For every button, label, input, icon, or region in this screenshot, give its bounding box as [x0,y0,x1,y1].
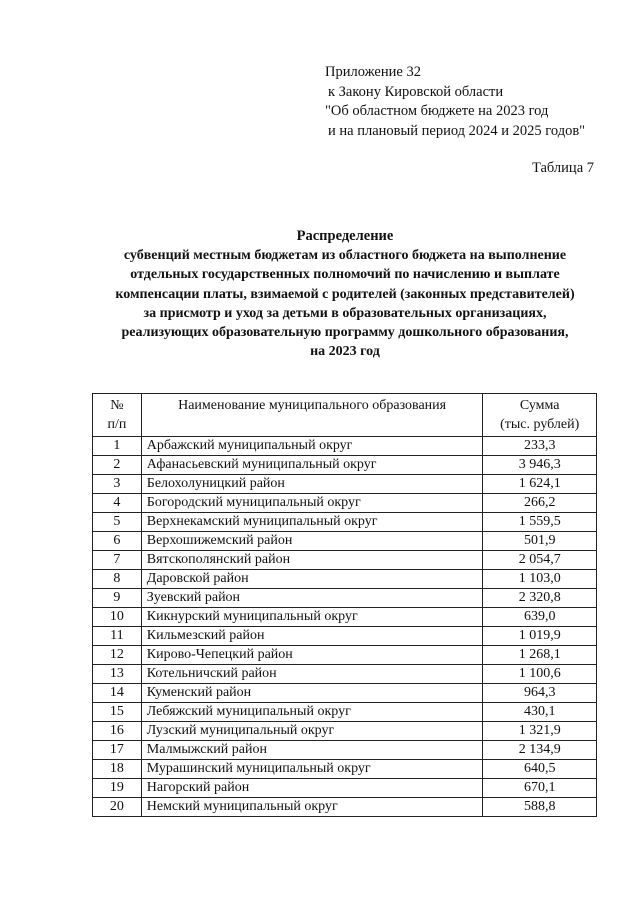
table-label: Таблица 7 [531,160,594,176]
heading-line: компенсации платы, взимаемой с родителей (законных представителей) [115,286,575,302]
appendix-line: Приложение 32 [325,64,421,80]
row-name: Малмыжский район [141,741,483,760]
appendix-line: "Об областном бюджете на 2023 год [325,103,549,119]
header-name: Наименование муниципального образования [141,394,483,437]
row-sum: 2 320,8 [483,589,597,608]
table-row [93,456,597,475]
table-row [93,722,597,741]
row-name: Вятскополянский район [141,551,483,570]
heading-line: отдельных государственных полномочий по начислению и выплате [130,267,560,283]
row-name: Кикнурский муниципальный округ [141,608,483,627]
row-name: Лебяжский муниципальный округ [141,703,483,722]
row-number: 10 [93,608,142,627]
row-sum: 640,5 [483,760,597,779]
row-name: Куменский район [141,684,483,703]
table-row [93,665,597,684]
table-row [93,437,597,456]
row-sum: 1 103,0 [483,570,597,589]
row-sum: 3 946,3 [483,456,597,475]
row-sum: 2 134,9 [483,741,597,760]
appendix-line: и на плановый период 2024 и 2025 годов" [328,122,586,139]
row-sum: 501,9 [483,532,597,551]
table-row [93,646,597,665]
row-number: 16 [93,722,142,741]
row-number: 18 [93,760,142,779]
appendix-block [325,63,585,141]
header-number-line2: п/п [107,417,127,432]
row-number: 6 [93,532,142,551]
heading-line: реализующих образовательную программу дошкольного образования, [121,325,569,341]
row-name: Белохолуницкий район [141,475,483,494]
row-number: 17 [93,741,142,760]
row-name: Кильмезский район [141,627,483,646]
row-number: 20 [93,798,142,817]
row-name: Верхнекамский муниципальный округ [141,513,483,532]
row-sum: 2 054,7 [483,551,597,570]
row-number: 4 [93,494,142,513]
row-sum: 1 321,9 [483,722,597,741]
heading-line: на 2023 год [310,344,380,360]
row-name: Кирово-Чепецкий район [141,646,483,665]
table-row [93,475,597,494]
header-number [93,394,142,437]
table-row [93,532,597,551]
row-sum: 430,1 [483,703,597,722]
row-number: 3 [93,475,142,494]
table-row [93,570,597,589]
row-sum: 1 559,5 [483,513,597,532]
row-name: Арбажский муниципальный округ [141,437,483,456]
table-row [93,608,597,627]
row-number: 11 [93,627,142,646]
header-sum [483,394,597,437]
table-row [93,741,597,760]
row-number: 2 [93,456,142,475]
header-number-line1: № [110,398,124,413]
row-name: Немский муниципальный округ [141,798,483,817]
table-row [93,589,597,608]
row-name: Верхошижемский район [141,532,483,551]
heading-line: за присмотр и уход за детьми в образовательных организациях, [143,305,547,321]
row-name: Лузский муниципальный округ [141,722,483,741]
row-sum: 1 624,1 [483,475,597,494]
table-row [93,798,597,817]
heading-line: Распределение [296,228,394,244]
table-row [93,513,597,532]
row-sum: 588,8 [483,798,597,817]
row-number: 19 [93,779,142,798]
row-number: 15 [93,703,142,722]
row-name: Богородский муниципальный округ [141,494,483,513]
subvention-table [92,393,597,817]
row-name: Афанасьевский муниципальный округ [141,456,483,475]
table-row [93,684,597,703]
row-number: 9 [93,589,142,608]
row-number: 14 [93,684,142,703]
document-heading [70,227,620,361]
row-sum: 266,2 [483,494,597,513]
appendix-line: к Закону Кировской области [328,83,504,100]
row-name: Котельничский район [141,665,483,684]
table-row [93,779,597,798]
table-row [93,551,597,570]
row-number: 5 [93,513,142,532]
row-number: 12 [93,646,142,665]
row-sum: 1 019,9 [483,627,597,646]
row-name: Зуевский район [141,589,483,608]
row-name: Мурашинский муниципальный округ [141,760,483,779]
header-sum-line1: Сумма [519,398,560,413]
table-row [93,703,597,722]
row-sum: 1 268,1 [483,646,597,665]
row-number: 7 [93,551,142,570]
row-name: Даровской район [141,570,483,589]
table-row [93,627,597,646]
table-header-row [93,394,597,437]
row-sum: 233,3 [483,437,597,456]
row-name: Нагорский район [141,779,483,798]
table-row [93,760,597,779]
row-sum: 1 100,6 [483,665,597,684]
heading-line: субвенций местным бюджетам из областного бюджета на выполнение [123,248,567,264]
header-sum-line2: (тыс. рублей) [500,417,580,432]
row-sum: 639,0 [483,608,597,627]
row-number: 1 [93,437,142,456]
row-number: 13 [93,665,142,684]
row-number: 8 [93,570,142,589]
row-sum: 670,1 [483,779,597,798]
row-sum: 964,3 [483,684,597,703]
table-row [93,494,597,513]
